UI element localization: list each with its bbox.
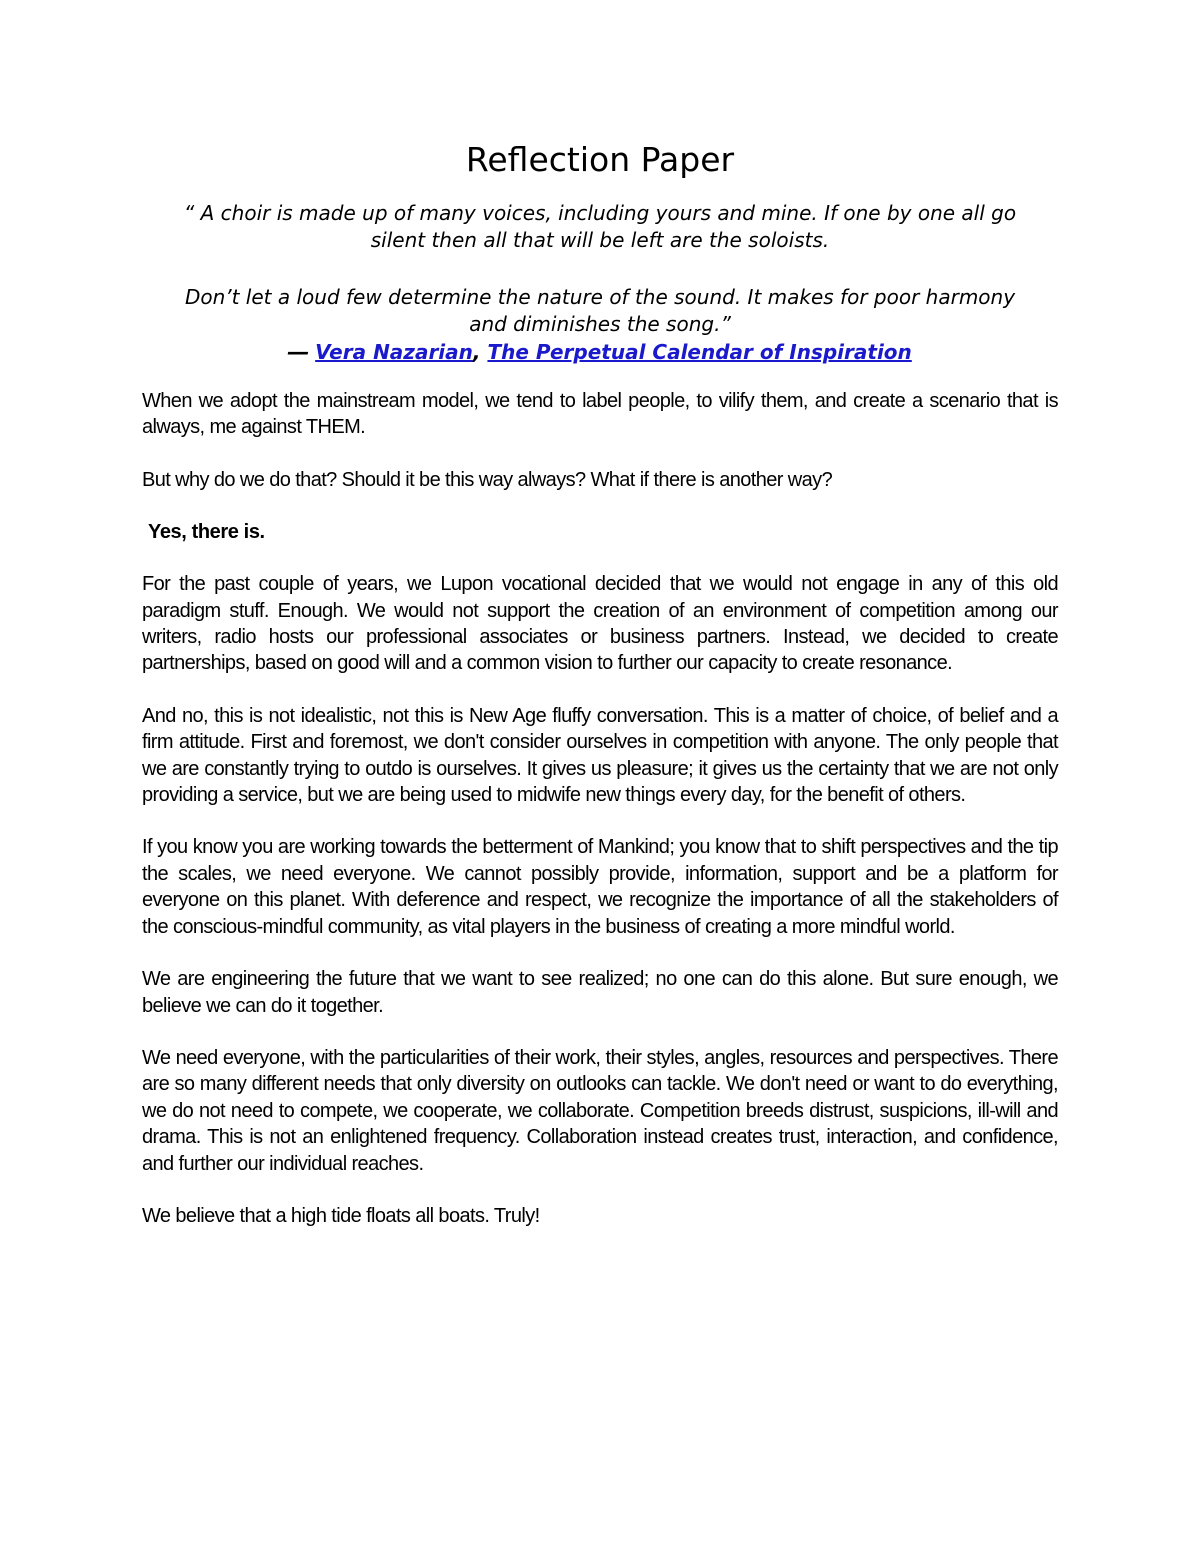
attribution-separator: , <box>472 340 488 364</box>
quote-attribution <box>142 338 1058 366</box>
source-link[interactable]: The Perpetual Calendar of Inspiration <box>487 340 912 364</box>
body-paragraph: When we adopt the mainstream model, we tend to label people, to vilify them, and create a scenario that is always, me against THEM. <box>142 390 1058 439</box>
body-paragraph: If you know you are working towards the betterment of Mankind; you know that to shift perspectives and the tip the scales, we need everyone. We cannot possibly provide, information, support and be a platform for everyone on this planet. With deference and respect, we recognize the importance of all the stakeholders of the conscious-mindful community, as vital players in the business of creating a more mindful world. <box>142 836 1058 938</box>
body-paragraph: But why do we do that? Should it be this way always? What if there is another way? <box>142 468 833 491</box>
emphasis-line: Yes, there is. <box>148 521 265 544</box>
author-link[interactable]: Vera Nazarian <box>315 340 473 364</box>
body-paragraph: We believe that a high tide floats all boats. Truly! <box>142 1204 540 1227</box>
quote-paragraph-1: “ A choir is made up of many voices, including yours and mine. If one by one all go silent then all that will be left are the soloists. <box>183 201 1017 252</box>
attribution-dash: ― <box>288 340 316 364</box>
body-paragraph: And no, this is not idealistic, not this is New Age fluffy conversation. This is a matter of choice, of belief and a firm attitude. First and foremost, we don't consider ourselves in competition with anyone. The only people that we are constantly trying to outdo is ourselves. It gives us pleasure; it gives us the certainty that we are not only providing a service, but we are being used to midwife new things every day, for the benefit of others. <box>142 704 1058 807</box>
body-paragraph: We are engineering the future that we want to see realized; no one can do this alone. But sure enough, we believe we can do it together. <box>142 968 1058 1017</box>
body-paragraph: We need everyone, with the particularities of their work, their styles, angles, resources and perspectives. There are so many different needs that only diversity on outlooks can tackle. We don't need or want to do everything, we do not need to compete, we cooperate, we collaborate. Competition breeds distrust, suspicions, ill-will and drama. This is not an enlightened frequency. Collaboration instead creates trust, interaction, and confidence, and further our individual reaches. <box>142 1046 1058 1175</box>
quote-paragraph-2: Don’t let a loud few determine the nature of the sound. It makes for poor harmony and diminishes the song.” <box>184 285 1016 336</box>
document-page <box>142 138 1058 1255</box>
body-paragraph: For the past couple of years, we Lupon vocational decided that we would not engage in any of this old paradigm stuff. Enough. We would not support the creation of an environment of competition among our writers, radio hosts our professional associates or business partners. Instead, we decided to create partnerships, based on good will and a common vision to further our capacity to create resonance. <box>142 573 1058 675</box>
page-title: Reflection Paper <box>465 140 735 179</box>
